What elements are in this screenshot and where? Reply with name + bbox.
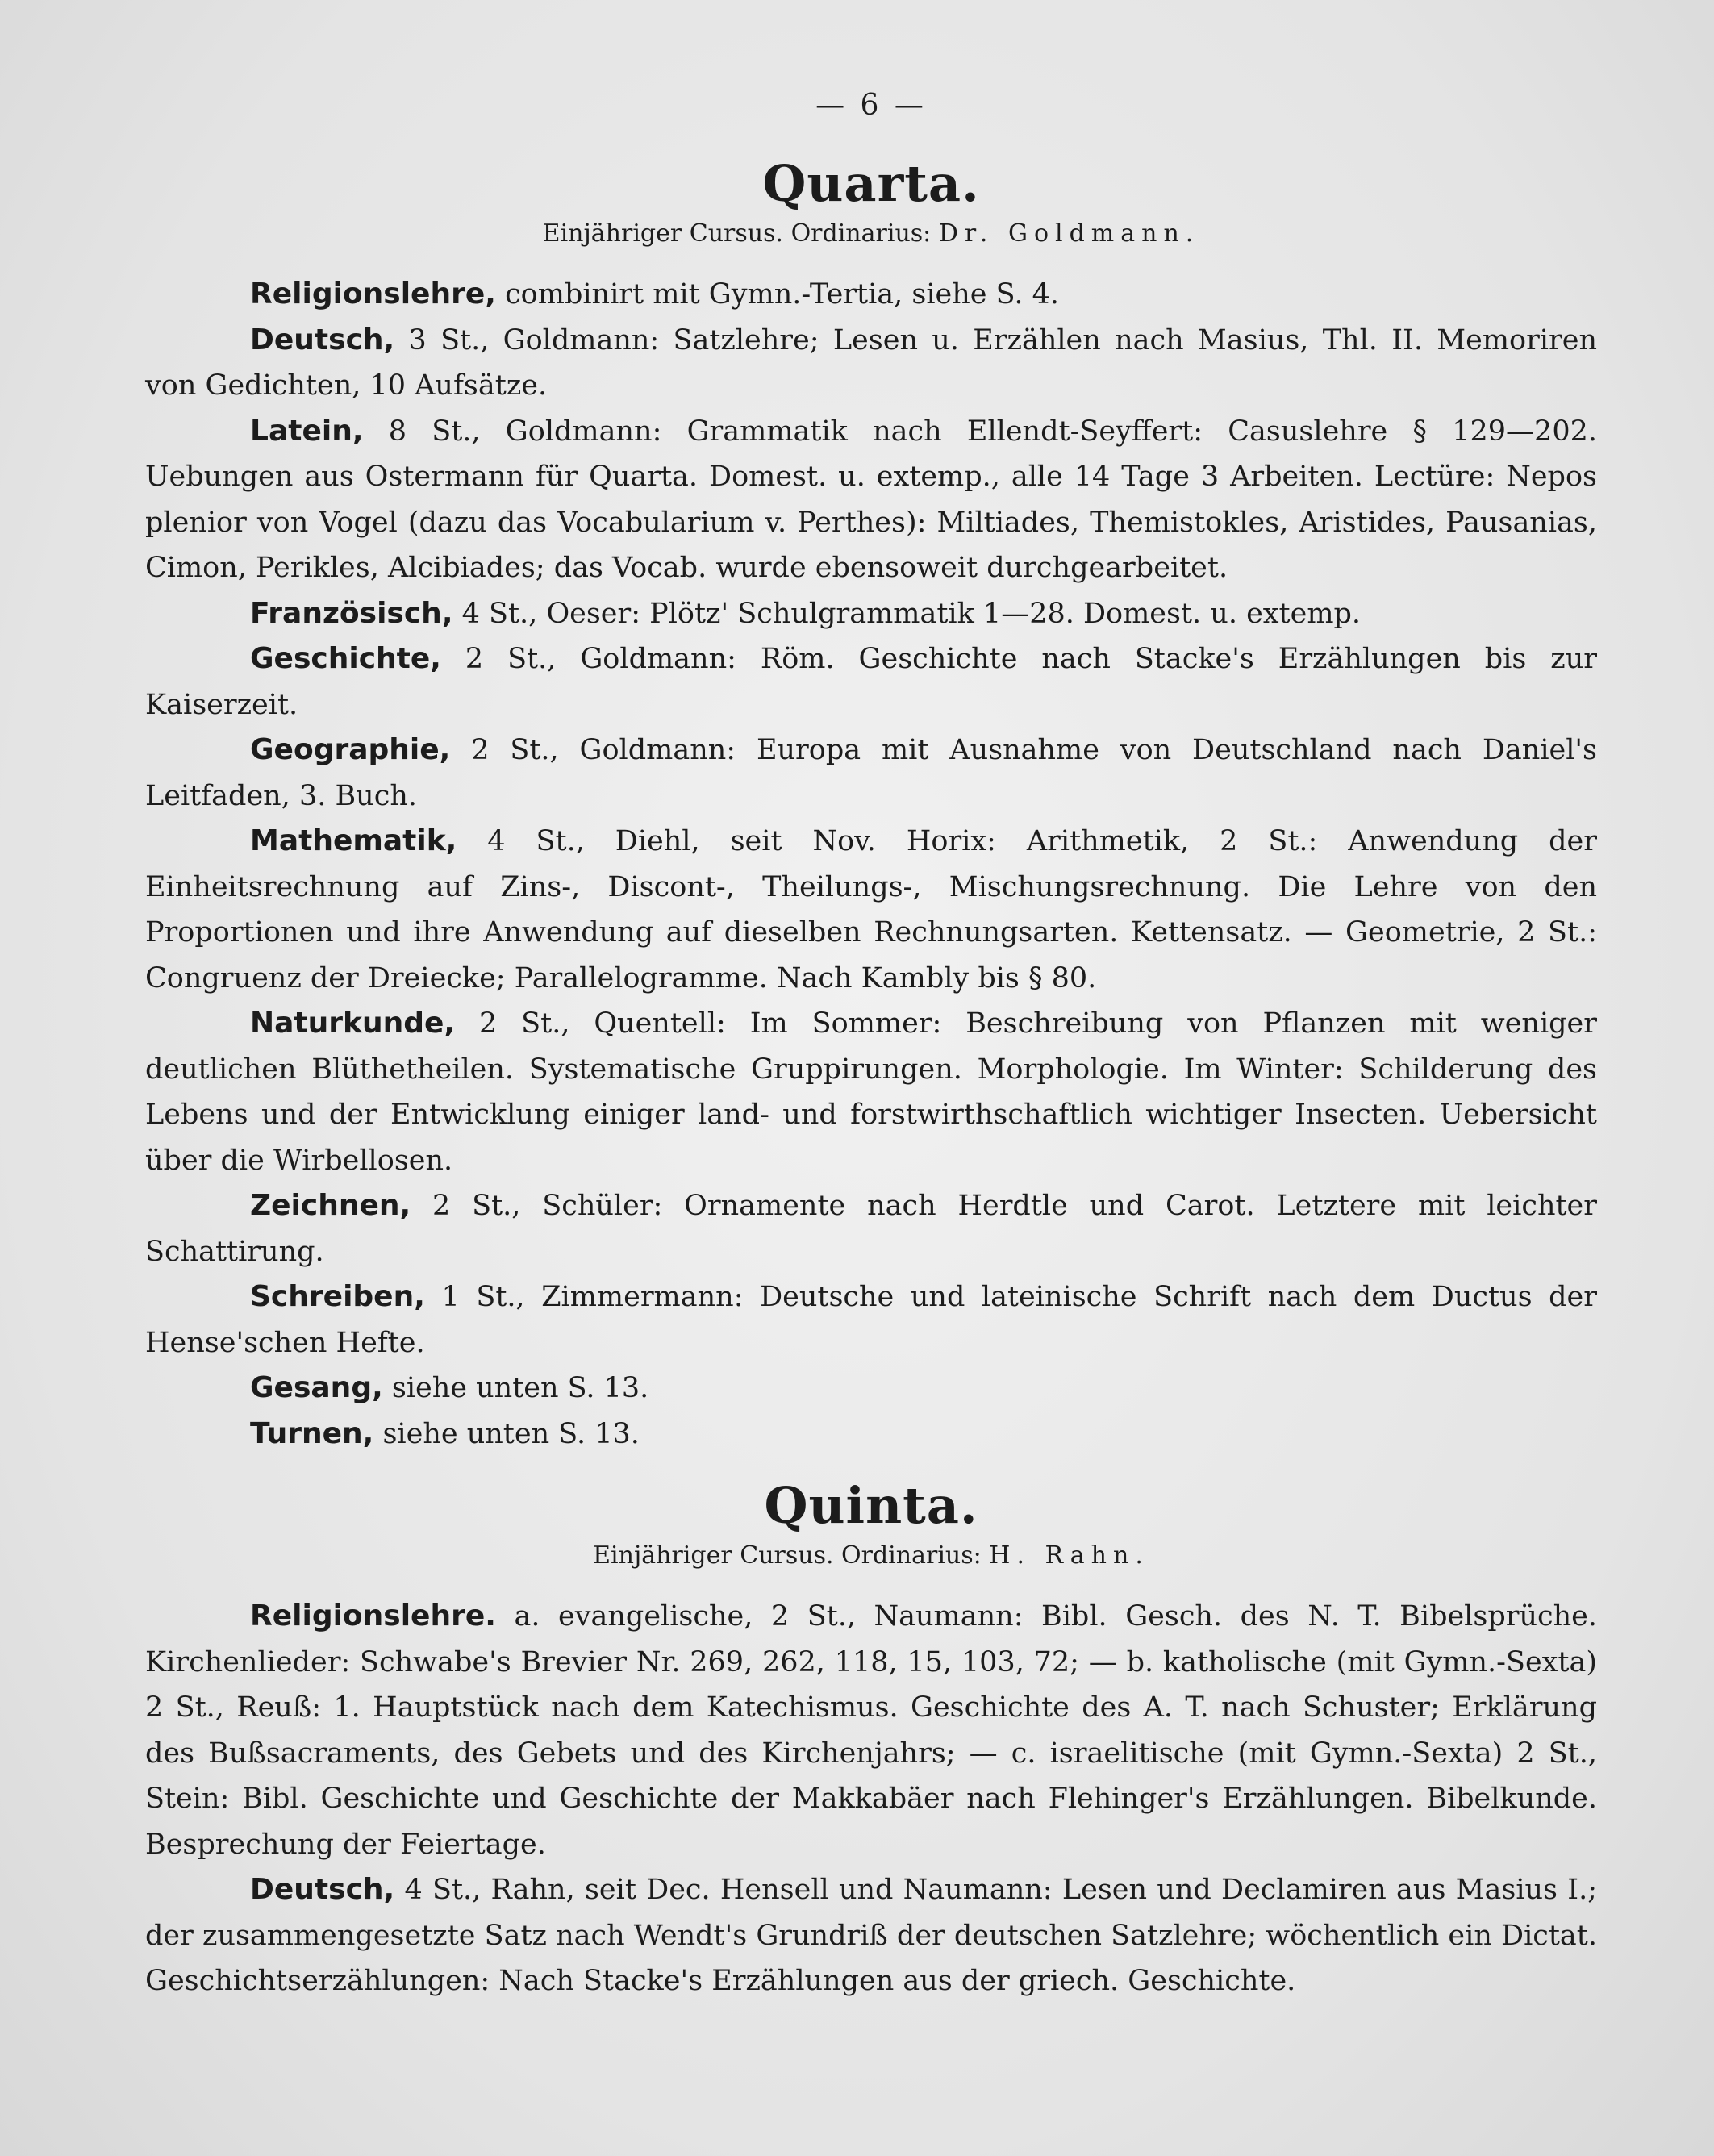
quarta-deutsch <box>145 318 1597 409</box>
quarta-latein <box>145 409 1597 591</box>
subject-text: 4 St., Oeser: Plötz' Schulgrammatik 1—28. Domest. u. extemp. <box>452 597 1362 630</box>
quinta-religion <box>145 1594 1597 1867</box>
subject-label: Naturkunde, <box>250 1007 456 1040</box>
section-quinta <box>145 1476 1597 2004</box>
subject-text: combinirt mit Gymn.-Tertia, siehe S. 4. <box>495 278 1060 311</box>
quarta-course: Einjähriger Cursus. Ordinarius: <box>542 219 939 248</box>
quarta-geographie <box>145 728 1597 819</box>
quinta-course: Einjähriger Cursus. Ordinarius: <box>593 1541 990 1570</box>
subject-label: Geschichte, <box>250 642 441 675</box>
subject-text: a. evangelische, 2 St., Naumann: Bibl. Gesch. des N. T. Bibelsprüche. Kirchenlieder: Schwabe's Brevier Nr. 269, 262, 118, 15, 103, 72; — b. katholische (mit Gymn.-Sexta) 2 St., Reuß: 1. Hauptstück nach dem Katechismus. Geschichte des A. T. nach Schuster; Erklärung des Bußsacraments, des Gebets und des Kirchenjahrs; — c. israelitische (mit Gymn.-Sexta) 2 St., Stein: Bibl. Geschichte und Geschichte der Makkabäer nach Flehinger's Erzählungen. Bibelkunde. Besprechung der Feiertage. <box>145 1600 1597 1861</box>
subject-label: Deutsch, <box>250 323 395 357</box>
subject-label: Geographie, <box>250 733 451 766</box>
subject-label: Gesang, <box>250 1371 383 1404</box>
page-number: — 6 — <box>815 89 927 122</box>
subject-text: 2 St., Quentell: Im Sommer: Beschreibung von Pflanzen mit weniger deutlichen Blüthetheilen. Systematische Gruppirungen. Morphologie. Im Winter: Schilderung des Lebens und der Entwicklung einiger land- und forstwirthschaftlich wichtiger Insecten. Uebersicht über die Wirbellosen. <box>145 1007 1597 1177</box>
page-content <box>145 89 1597 2004</box>
subject-text: 2 St., Schüler: Ornamente nach Herdtle und Carot. Letztere mit leichter Schattirung. <box>145 1190 1597 1268</box>
subject-text: 8 St., Goldmann: Grammatik nach Ellendt-Seyffert: Casuslehre § 129—202. Uebungen aus Ostermann für Quarta. Domest. u. extemp., alle 14 Tage 3 Arbeiten. Lectüre: Nepos plenior von Vogel (dazu das Vocabularium v. Perthes): Miltiades, Themistokles, Aristides, Pausanias, Cimon, Perikles, Alcibiades; das Vocab. wurde ebensoweit durchgearbeitet. <box>145 415 1597 584</box>
quarta-schreiben <box>145 1274 1597 1366</box>
quinta-ordinarius: H. Rahn. <box>989 1541 1149 1570</box>
quarta-turnen <box>145 1412 1597 1457</box>
quarta-mathematik <box>145 819 1597 1001</box>
subject-label: Religionslehre. <box>250 1599 496 1633</box>
subject-text: siehe unten S. 13. <box>373 1417 640 1450</box>
subject-label: Schreiben, <box>250 1280 425 1313</box>
subject-text: siehe unten S. 13. <box>382 1372 649 1404</box>
subject-text: 2 St., Goldmann: Röm. Geschichte nach Stacke's Erzählungen bis zur Kaiserzeit. <box>145 643 1597 721</box>
subject-label: Mathematik, <box>250 824 457 857</box>
quinta-deutsch <box>145 1867 1597 2004</box>
subject-text: 2 St., Goldmann: Europa mit Ausnahme von Deutschland nach Daniel's Leitfaden, 3. Buch. <box>145 734 1597 812</box>
subject-text: 4 St., Rahn, seit Dec. Hensell und Naumann: Lesen und Declamiren aus Masius I.; der zusammengesetzte Satz nach Wendt's Grundriß der deutschen Satzlehre; wöchentlich ein Dictat. Geschichtserzählungen: Nach Stacke's Erzählungen aus der griech. Geschichte. <box>145 1874 1597 1997</box>
subject-label: Deutsch, <box>250 1873 395 1906</box>
subject-label: Zeichnen, <box>250 1189 411 1222</box>
subject-label: Latein, <box>250 414 364 448</box>
quarta-franzoesisch <box>145 591 1597 637</box>
quinta-title: Quinta. <box>764 1476 978 1535</box>
subject-text: 3 St., Goldmann: Satzlehre; Lesen u. Erzählen nach Masius, Thl. II. Memoriren von Gedichten, 10 Aufsätze. <box>145 323 1597 402</box>
quarta-naturkunde <box>145 1001 1597 1183</box>
quarta-course-line <box>145 219 1597 248</box>
quarta-religion <box>145 272 1597 318</box>
quarta-title: Quarta. <box>762 154 980 213</box>
quarta-geschichte <box>145 636 1597 728</box>
quinta-course-line <box>145 1541 1597 1570</box>
subject-text: 1 St., Zimmermann: Deutsche und lateinische Schrift nach dem Ductus der Hense'schen Hefte. <box>145 1281 1597 1359</box>
subject-label: Religionslehre, <box>250 277 496 311</box>
quarta-ordinarius: Dr. Goldmann. <box>938 219 1200 248</box>
subject-label: Französisch, <box>250 596 453 630</box>
subject-label: Turnen, <box>250 1416 374 1450</box>
quarta-gesang <box>145 1366 1597 1412</box>
quarta-zeichnen <box>145 1183 1597 1274</box>
section-quarta <box>145 154 1597 1457</box>
subject-text: 4 St., Diehl, seit Nov. Horix: Arithmetik, 2 St.: Anwendung der Einheitsrechnung auf Zins-, Discont-, Theilungs-, Mischungsrechnung. Die Lehre von den Proportionen und ihre Anwendung auf dieselben Rechnungsarten. Kettensatz. — Geometrie, 2 St.: Congruenz der Dreiecke; Parallelogramme. Nach Kambly bis § 80. <box>145 825 1597 995</box>
